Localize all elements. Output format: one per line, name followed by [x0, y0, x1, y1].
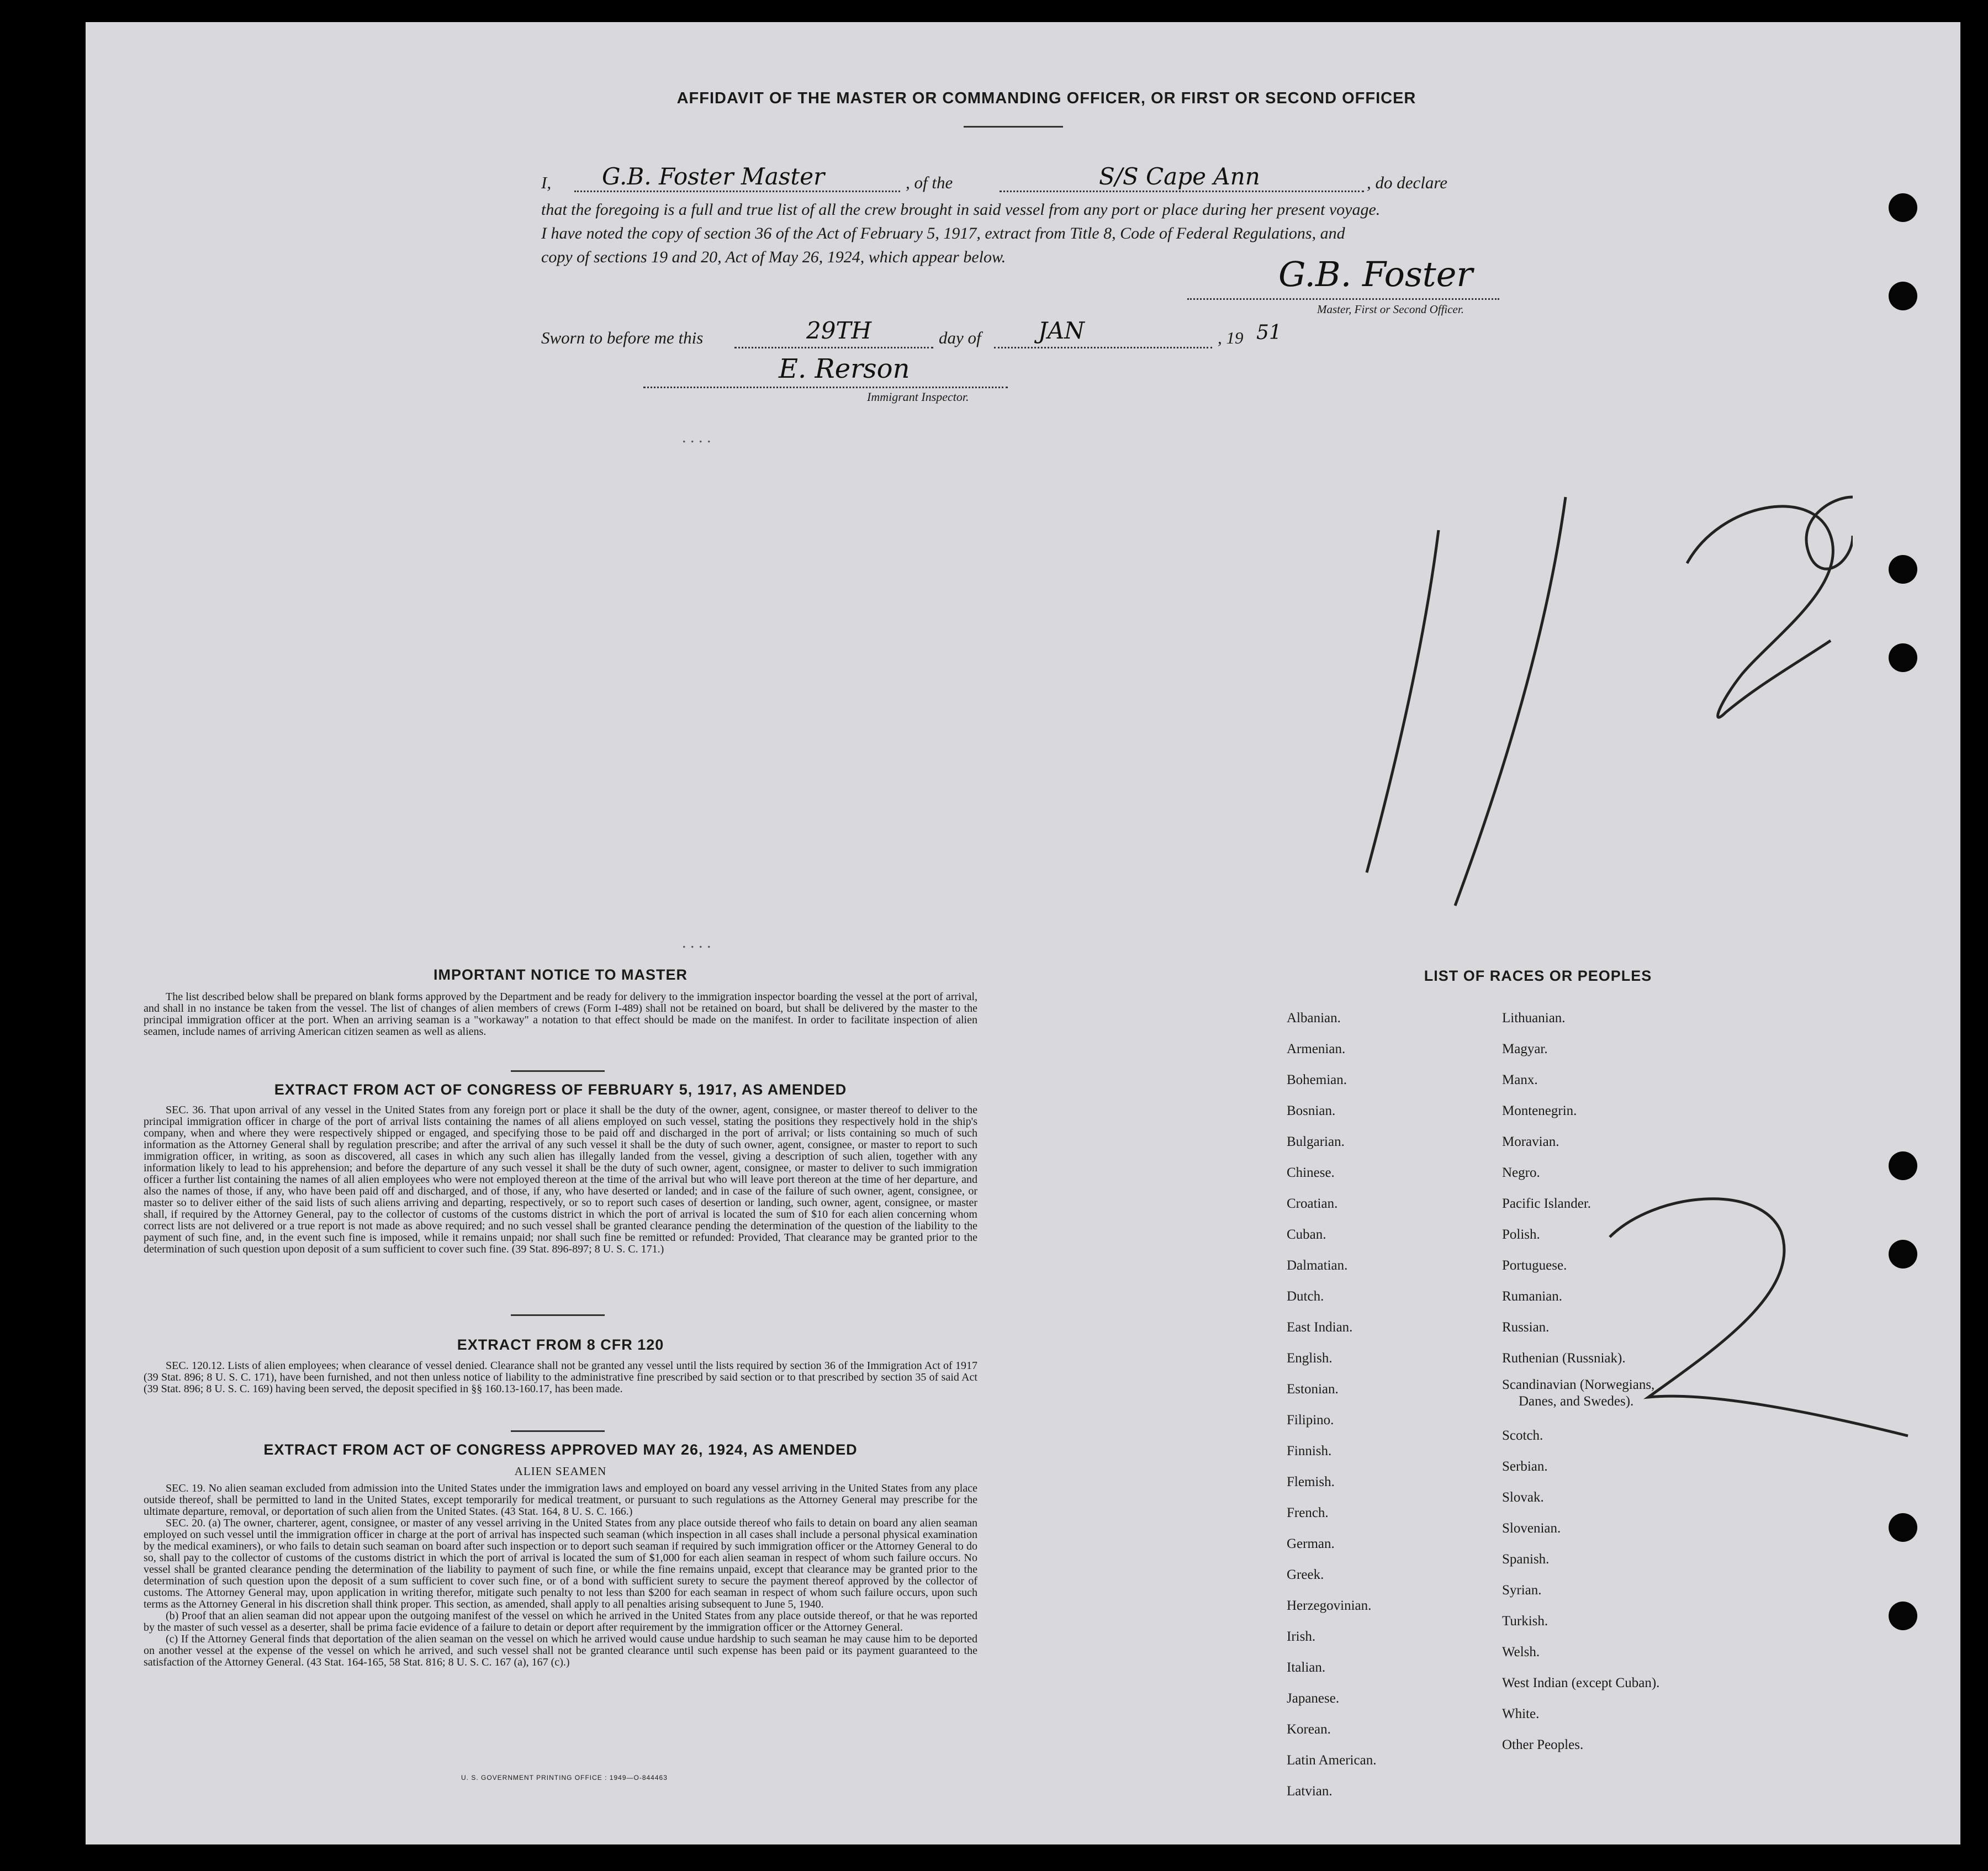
race-item: Bosnian. — [1287, 1103, 1336, 1118]
sworn-day: 29TH — [806, 317, 872, 344]
race-item: Filipino. — [1287, 1413, 1334, 1428]
sworn-label: Sworn to before me this — [541, 328, 704, 347]
declaration-line-2: that the foregoing is a full and true list of all the crew brought in said vessel from any port or place during her present voyage. — [541, 200, 1381, 219]
race-item: Latvian. — [1287, 1784, 1333, 1799]
race-item: Pacific Islander. — [1502, 1196, 1592, 1211]
inspector-caption: Immigrant Inspector. — [867, 390, 969, 404]
handwritten-annotation-1-29 — [1300, 453, 1853, 922]
vessel-name-line — [1000, 191, 1364, 192]
sworn-day-line — [734, 347, 933, 348]
do-declare-label: , do declare — [1367, 173, 1448, 192]
extract-1924-subtitle: ALIEN SEAMEN — [514, 1465, 607, 1478]
race-item: German. — [1287, 1536, 1335, 1551]
document-sheet — [86, 22, 1960, 1844]
race-item: Irish. — [1287, 1629, 1316, 1644]
race-item: Greek. — [1287, 1567, 1324, 1582]
race-item: Manx. — [1502, 1072, 1538, 1087]
of-the-label: , of the — [906, 173, 953, 192]
race-item: East Indian. — [1287, 1320, 1353, 1335]
inspector-line — [643, 387, 1008, 388]
extract-1917-body: SEC. 36. That upon arrival of any vessel in the United States from any foreign port or place it shall be the duty of the owner, agent, consignee, or master thereof to deliver to the principal immigration officer in charge of the port of arrival lists containing the names of all aliens employed on such vessel, stating the positions they respectively hold in the ship's company, when and where they were respectively shipped or engaged, and specifying those to be paid off and discharged in the port of arrival; or lists containing so much of such information as the Attorney General shall by regulation prescribe; and after the arrival of any such vessel it shall be the duty of such owner, agent, consignee, or master to report to such immigration officer, in writing, as soon as discovered, all cases in which any such alien has illegally landed from the vessel, giving a description of such alien, together with any information likely to lead to his apprehension; and before the departure of any such vessel it shall be the duty of such owner, agent, consignee, or master to deliver to such immigration officer a further list containing the names of all alien employees who were not employed thereon at the time of the arrival but who will leave port thereon at the time of her departure, and also the names of those, if any, who have been paid off and discharged, and of those, if any, who have deserted or landed; and in case of the failure of such owner, agent, consignee, or master so to deliver either of the said lists of such aliens arriving and departing, respectively, or so to report such cases of desertion or landing, such owner, agent, consignee, or master shall, if required by the Attorney General, pay to the collector of customs of the customs district in which the port of arrival is located the sum of $10 for each alien concerning whom correct lists are not delivered or a true report is not made as above required; and no such vessel shall be granted clearance pending the determination of the question of the liability to the payment of such fine, and, in the event such fine is imposed, while it remains unpaid; nor shall such fine be remitted or refunded: Provided, That clearance may be granted prior to the determination of such question upon deposit of a sum sufficient to cover such fine. (39 Stat. 896-897; 8 U. S. C. 171.) — [144, 1104, 977, 1255]
bleed-through-mark: . . . . — [682, 933, 711, 952]
race-item: Korean. — [1287, 1722, 1331, 1737]
extract-1924-sec19: SEC. 19. No alien seaman excluded from admission into the United States under the immigration laws and employed on board any vessel arriving in the United States from any place outside thereof, shall be permitted to land in the United States, except temporarily for medical treatment, or pursuant to such regulations as the Attorney General may prescribe for the ultimate departure, removal, or deportation of such alien from the United States. (43 Stat. 164, 8 U. S. C. 166.) — [144, 1482, 977, 1518]
race-item: Magyar. — [1502, 1042, 1548, 1056]
notice-rule — [511, 1070, 605, 1072]
affidavit-title: AFFIDAVIT OF THE MASTER OR COMMANDING OFFICER, OR FIRST OR SECOND OFFICER — [676, 89, 1416, 107]
race-item: Chinese. — [1287, 1165, 1335, 1180]
binding-hole — [1889, 643, 1917, 672]
notice-title: IMPORTANT NOTICE TO MASTER — [433, 966, 688, 983]
extract-1917-title: EXTRACT FROM ACT OF CONGRESS OF FEBRUARY 5, 1917, AS AMENDED — [274, 1081, 847, 1098]
sworn-line — [541, 317, 1425, 357]
races-title: LIST OF RACES OR PEOPLES — [1424, 968, 1652, 984]
race-item: Welsh. — [1502, 1645, 1540, 1659]
race-item: Polish. — [1502, 1227, 1540, 1242]
race-item: English. — [1287, 1351, 1333, 1366]
extract-1924-title: EXTRACT FROM ACT OF CONGRESS APPROVED MAY 26, 1924, AS AMENDED — [263, 1441, 858, 1458]
extract-cfr-body: SEC. 120.12. Lists of alien employees; when clearance of vessel denied. Clearance shall not be granted any vessel until the lists required by section 36 of the Immigration Act of 1917 (39 Stat. 896; 8 U. S. C. 171), have been furnished, and not then unless notice of liability to the administrative fine prescribed by said section or to that prescribed by section 35 of said Act (39 Stat. 896; 8 U. S. C. 169) having been served, the deposit specified in §§ 160.13-160.17, has been made. — [144, 1360, 977, 1395]
declaration-line-4: copy of sections 19 and 20, Act of May 26, 1924, which appear below. — [541, 248, 1006, 266]
race-item: Herzegovinian. — [1287, 1598, 1372, 1613]
race-item: Turkish. — [1502, 1614, 1548, 1629]
race-item: Negro. — [1502, 1165, 1540, 1180]
binding-hole — [1889, 193, 1917, 222]
race-item: West Indian (except Cuban). — [1502, 1676, 1660, 1690]
extract-1917-rule — [511, 1314, 605, 1316]
race-item: Cuban. — [1287, 1227, 1326, 1242]
race-item: Croatian. — [1287, 1196, 1338, 1211]
notice-body: The list described below shall be prepared on blank forms approved by the Department and be ready for delivery to the immigration inspector boarding the vessel at the port of arrival, and shall in no instance be taken from the vessel. The list of changes of alien members of crews (Form I-489) shall not be retained on board, but shall be delivered by the master to the principal immigration officer at the port. When an arriving seaman is a "workaway" a notation to that effect should be made on the manifest. In order to facilitate inspection of alien seamen, include names of arriving American citizen seamen as well as aliens. — [144, 991, 977, 1038]
race-item: Russian. — [1502, 1320, 1550, 1335]
race-item: Albanian. — [1287, 1011, 1341, 1026]
binding-hole — [1889, 1602, 1917, 1630]
annotation-date-text — [1466, 773, 1472, 779]
officer-name-line — [574, 191, 900, 192]
declaration-text — [541, 198, 1646, 269]
race-item: Other Peoples. — [1502, 1737, 1584, 1752]
race-item: Spanish. — [1502, 1552, 1550, 1567]
race-item: Serbian. — [1502, 1459, 1548, 1474]
bleed-through-mark: . . . . — [682, 428, 711, 446]
inspector-signature: E. Rerson — [779, 353, 910, 384]
race-item: Slovenian. — [1502, 1521, 1561, 1536]
declaration-line-1 — [541, 163, 1635, 196]
race-item: Lithuanian. — [1502, 1011, 1566, 1026]
race-item: Dalmatian. — [1287, 1258, 1348, 1273]
year-prefix: , 19 — [1218, 328, 1244, 347]
day-of-label: day of — [939, 328, 981, 347]
race-item: Latin American. — [1287, 1753, 1377, 1768]
race-item: Danes, and Swedes). — [1519, 1394, 1634, 1409]
year-suffix: 51 — [1256, 321, 1282, 344]
officer-name: G.B. Foster Master — [602, 163, 825, 190]
race-item: Finnish. — [1287, 1444, 1332, 1458]
binding-hole — [1889, 1513, 1917, 1542]
race-item: Scandinavian (Norwegians, — [1502, 1377, 1655, 1392]
race-item: French. — [1287, 1505, 1329, 1520]
extract-cfr-title: EXTRACT FROM 8 CFR 120 — [457, 1336, 664, 1353]
race-item: Estonian. — [1287, 1382, 1339, 1397]
sworn-month-line — [994, 347, 1212, 348]
race-item: Rumanian. — [1502, 1289, 1563, 1304]
race-item: Bulgarian. — [1287, 1134, 1345, 1149]
race-item: Moravian. — [1502, 1134, 1559, 1149]
races-column-1 — [1287, 1003, 1485, 1807]
race-item: Armenian. — [1287, 1042, 1346, 1056]
vessel-name: S/S Cape Ann — [1099, 163, 1260, 190]
race-item: Montenegrin. — [1502, 1103, 1577, 1118]
sworn-month: JAN — [1038, 317, 1085, 344]
race-item: Scotch. — [1502, 1428, 1543, 1443]
race-item: Japanese. — [1287, 1691, 1340, 1706]
race-item: Bohemian. — [1287, 1072, 1347, 1087]
declaration-line-3: I have noted the copy of section 36 of the Act of February 5, 1917, extract from Title 8, Code of Federal Regulations, and — [541, 224, 1345, 242]
race-item: Slovak. — [1502, 1490, 1544, 1505]
extract-1924-body — [144, 1483, 977, 1668]
race-item: Flemish. — [1287, 1474, 1335, 1489]
master-signature: G.B. Foster — [1278, 254, 1473, 294]
extract-cfr-rule — [511, 1430, 605, 1432]
signature-caption: Master, First or Second Officer. — [1317, 303, 1464, 316]
title-rule — [964, 126, 1063, 128]
races-column-2 — [1502, 1003, 1811, 1761]
printer-imprint: U. S. GOVERNMENT PRINTING OFFICE : 1949—O-844463 — [461, 1774, 668, 1782]
race-item: Italian. — [1287, 1660, 1326, 1675]
race-item: Dutch. — [1287, 1289, 1324, 1304]
binding-hole — [1889, 282, 1917, 310]
i-label: I, — [541, 173, 552, 192]
extract-1924-sec20b: (b) Proof that an alien seaman did not appear upon the outgoing manifest of the vessel on which he arrived in the United States from any place outside thereof, or that he was reported by the master of such vessel as a deserter, shall be prima facie evidence of a failure to detain or deport after requirement by the immigration officer or the Attorney General. — [144, 1610, 977, 1634]
extract-1924-sec20a: SEC. 20. (a) The owner, charterer, agent, consignee, or master of any vessel arriving in the United States from any place outside thereof who fails to detain on board any alien seaman employed on such vessel until the immigration officer in charge at the port of arrival has inspected such seaman (which inspection in all cases shall include a personal physical examination by the medical examiners), or who fails to detain such seaman on board after such inspection or to deport such seaman if required by such immigration officer or the Attorney General to do so, shall pay to the collector of customs of the customs district in which the port of arrival is located the sum of $1,000 for each alien seaman in respect of whom such failure occurs. No vessel shall be granted clearance pending the determination of the liability to payment of such fine, or while the fine remains unpaid, except that clearance may be granted prior to the determination of such question upon the deposit of a sum sufficient to cover such fine, or of a bond with sufficient surety to secure the payment thereof approved by the collector of customs. The Attorney General may, upon application in writing therefor, mitigate such penalty to not less than $200 for each seaman in respect of whom such failure occurs, upon such terms as the Attorney General in his discretion shall think proper. This section, as amended, shall apply to all penalties arising subsequent to June 5, 1940. — [144, 1517, 977, 1610]
race-item: Ruthenian (Russniak). — [1502, 1351, 1626, 1366]
extract-1924-sec20c: (c) If the Attorney General finds that deportation of the alien seaman on the vessel on which he arrived would cause undue hardship to such seaman he may cause him to be deported on another vessel at the expense of the vessel on which he arrived, and such vessel shall not be granted clearance until such expense has been paid or its payment guaranteed to the satisfaction of the Attorney General. (43 Stat. 164-165, 58 Stat. 816; 8 U. S. C. 167 (a), 167 (c).) — [144, 1633, 977, 1668]
race-item: White. — [1502, 1706, 1540, 1721]
race-item: Syrian. — [1502, 1583, 1542, 1598]
signature-line — [1187, 298, 1499, 300]
race-item: Portuguese. — [1502, 1258, 1567, 1273]
binding-hole — [1889, 555, 1917, 584]
